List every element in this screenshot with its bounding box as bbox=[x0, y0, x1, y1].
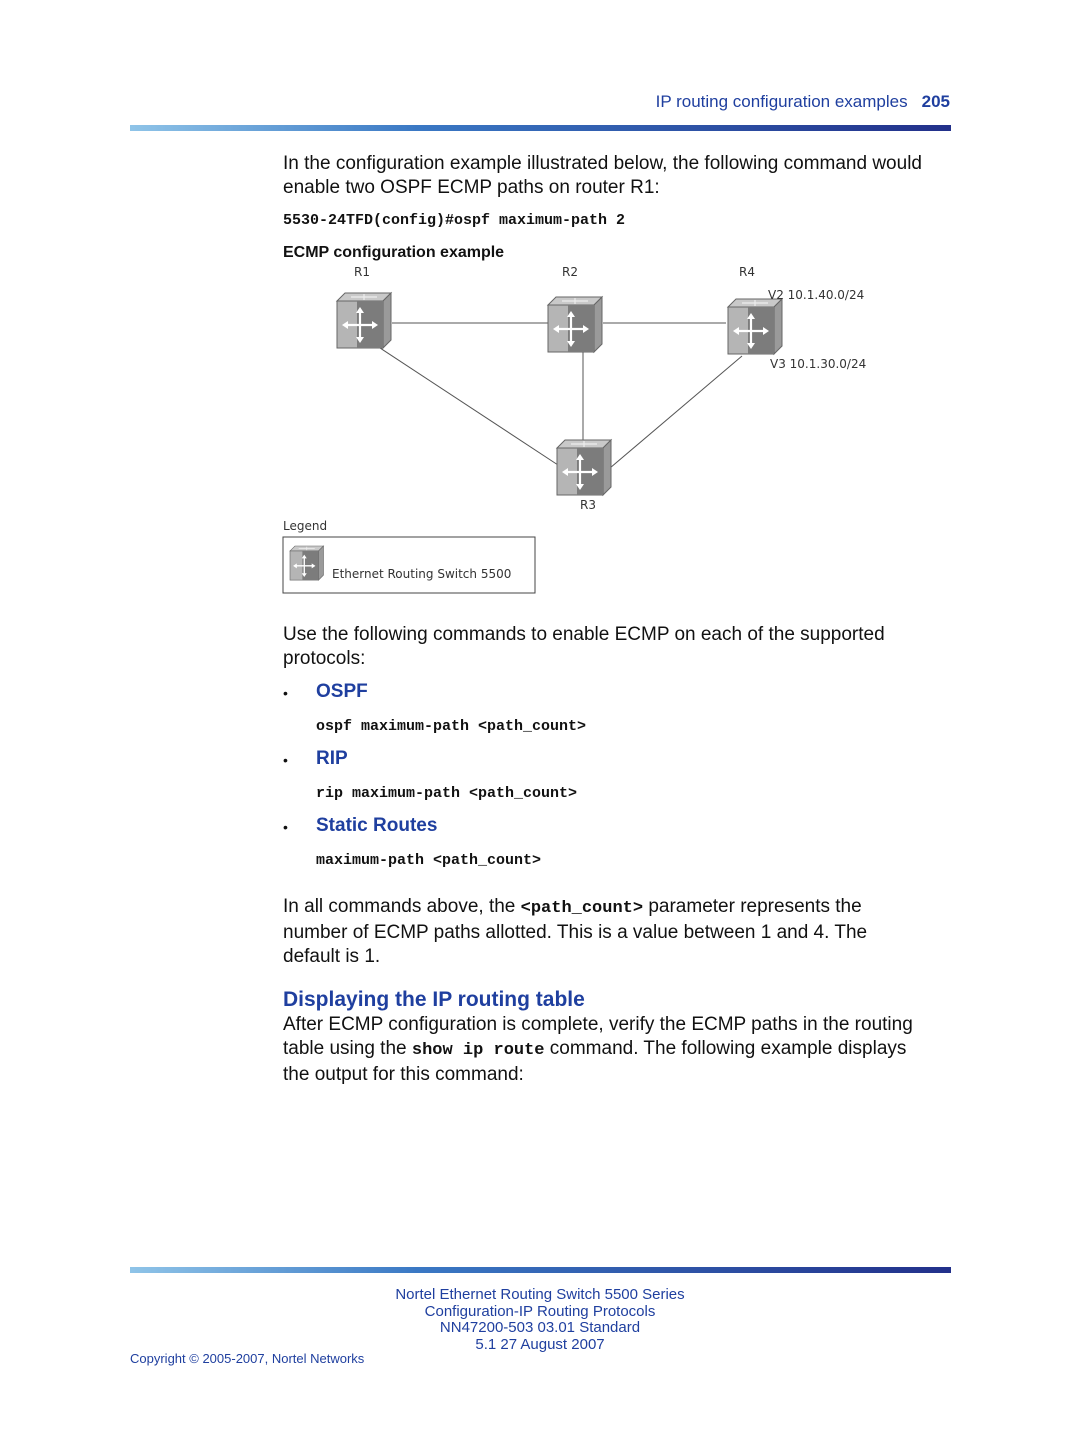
routing-table-paragraph bbox=[283, 1013, 953, 1087]
page-number: 205 bbox=[921, 92, 950, 111]
param-note-line-1 bbox=[283, 895, 953, 921]
param-note-line-3: default is 1. bbox=[283, 946, 381, 967]
header-section-title: IP routing configuration examples bbox=[655, 92, 908, 111]
footer-line-4: 5.1 27 August 2007 bbox=[475, 1335, 605, 1353]
bullet-command-static: maximum-path <path_count> bbox=[316, 852, 542, 869]
usage-line-2: protocols: bbox=[283, 648, 366, 669]
bullet-heading-ospf: OSPF bbox=[316, 681, 368, 702]
bullet-heading-static-routes: Static Routes bbox=[316, 815, 438, 836]
bullet-glyph-ospf: • bbox=[283, 685, 288, 701]
vlan-v2-label: V2 10.1.40.0/24 bbox=[768, 288, 865, 302]
intro-line-1: In the configuration example illustrated below, the following command would bbox=[283, 153, 922, 174]
router-r2-label: R2 bbox=[562, 265, 578, 279]
routing-table-line-2-before: table using the bbox=[283, 1038, 412, 1059]
footer-rule bbox=[130, 1267, 951, 1273]
param-note-line-2: number of ECMP paths allotted. This is a value between 1 and 4. The bbox=[283, 922, 868, 943]
param-note-after: parameter represents the bbox=[643, 896, 862, 917]
usage-line-1: Use the following commands to enable ECMP on each of the supported bbox=[283, 624, 885, 645]
router-r3-icon bbox=[557, 440, 611, 495]
bullet-heading-rip: RIP bbox=[316, 748, 348, 769]
router-r4 bbox=[728, 265, 782, 354]
param-note-before: In all commands above, the bbox=[283, 896, 521, 917]
router-r3 bbox=[557, 440, 611, 512]
vlan-v3-label: V3 10.1.30.0/24 bbox=[770, 357, 867, 371]
router-r4-icon bbox=[728, 299, 782, 354]
footer-line-3: NN47200-503 03.01 Standard bbox=[439, 1319, 641, 1336]
router-r1-label: R1 bbox=[354, 265, 370, 279]
figure-caption: ECMP configuration example bbox=[283, 244, 505, 261]
footer-block bbox=[330, 1287, 750, 1353]
bullet-glyph-static: • bbox=[283, 819, 288, 835]
router-r2 bbox=[548, 265, 602, 352]
routing-table-command: show ip route bbox=[411, 1041, 545, 1060]
routing-table-line-2-after: command. The following example displays bbox=[544, 1038, 907, 1059]
link-r1-r3 bbox=[377, 346, 558, 465]
routing-table-line-1: After ECMP configuration is complete, verify the ECMP paths in the routing bbox=[283, 1014, 913, 1035]
router-r3-label: R3 bbox=[580, 498, 596, 512]
legend-title: Legend bbox=[283, 519, 328, 533]
routing-table-line-2 bbox=[283, 1037, 953, 1063]
intro-command: 5530-24TFD(config)#ospf maximum-path 2 bbox=[283, 212, 626, 229]
copyright-notice: Copyright © 2005-2007, Nortel Networks bbox=[130, 1351, 365, 1366]
param-note-param: <path_count> bbox=[520, 899, 644, 918]
router-r1-icon bbox=[337, 293, 391, 348]
legend-item-label: Ethernet Routing Switch 5500 bbox=[332, 567, 512, 581]
bullet-command-rip: rip maximum-path <path_count> bbox=[316, 785, 578, 802]
router-r2-icon bbox=[548, 297, 602, 352]
section-heading: Displaying the IP routing table bbox=[283, 988, 585, 1011]
ecmp-diagram bbox=[0, 0, 1080, 620]
footer-line-1: Nortel Ethernet Routing Switch 5500 Series bbox=[395, 1286, 685, 1303]
bullet-glyph-rip: • bbox=[283, 752, 288, 768]
footer-line-2: Configuration-IP Routing Protocols bbox=[424, 1302, 656, 1320]
usage-paragraph bbox=[283, 623, 953, 671]
link-r4-r3 bbox=[610, 356, 742, 468]
param-note-paragraph bbox=[283, 895, 953, 969]
legend-switch-icon bbox=[290, 546, 323, 580]
router-r4-label: R4 bbox=[739, 265, 755, 279]
routing-table-line-3: the output for this command: bbox=[283, 1064, 524, 1085]
intro-line-2: enable two OSPF ECMP paths on router R1: bbox=[283, 177, 660, 198]
bullet-command-ospf: ospf maximum-path <path_count> bbox=[316, 718, 587, 735]
router-r1 bbox=[337, 265, 391, 348]
